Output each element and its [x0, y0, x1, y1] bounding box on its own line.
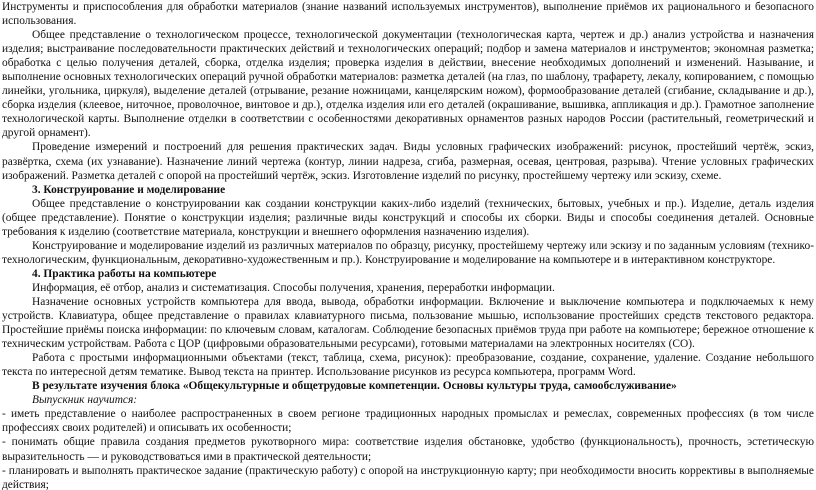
- paragraph-construction-modeling: Конструирование и моделирование изделий из различных материалов по образцу, рисунку, простейшему чертежу или эскизу и по заданным условиям (технико-технологическим, функциональным, декоративно-художественным и пр.). Конструирование и моделирование на компьютере и в интерактивном конструкторе.: [2, 239, 814, 266]
- paragraph-technological-process: Общее представление о технологическом процессе, технологической документации (технологическая карта, чертеж и др.) анализ устройства и назначения изделия; выстраивание последовательности практических действий и технологических операций; подбор и замена материалов и инструментов; экономная разметка; обработка с целью получения деталей, сборка, отделка изделия; проверка изделия в действии, внесение необходимых дополнений и изменений. Называние, и выполнение основных технологических операций ручной обработки материалов: разметка деталей (на глаз, по шаблону, трафарету, лекалу, копированием, с помощью линейки, угольника, циркуля), выделение деталей (отрывание, резание ножницами, канцелярским ножом), формообразование деталей (сгибание, складывание и др.), сборка изделия (клеевое, ниточное, проволочное, винтовое и др.), отделка изделия или его деталей (окрашивание, вышивка, аппликация и др.). Грамотное заполнение технологической карты. Выполнение отделки в соответствии с особенностями декоративных орнаментов разных народов России (растительный, геометрический и другой орнамент).: [2, 29, 814, 140]
- section-heading-results: В результате изучения блока «Общекультурные и общетрудовые компетенции. Основы культуры труда, самообслуживание»: [32, 380, 677, 393]
- paragraph-measurements: Проведение измерений и построений для решения практических задач. Виды условных графических изображений: рисунок, простейший чертёж, эскиз, развёртка, схема (их узнавание). Назначение линий чертежа (контур, линии надреза, сгиба, размерная, осевая, центровая, разрыва). Чтение условных графических изображений. Разметка деталей с опорой на простейший чертёж, эскиз. Изготовление изделий по рисунку, простейшему чертежу или эскизу, схеме.: [2, 141, 814, 182]
- paragraph-tools: Инструменты и приспособления для обработки материалов (знание названий используемых инструментов), выполнение приёмов их рационального и безопасного использования.: [2, 1, 814, 28]
- graduate-will-learn-label: Выпускник научится:: [32, 394, 138, 407]
- section-heading-construction: 3. Конструирование и моделирование: [32, 183, 226, 196]
- paragraph-construction-overview: Общее представление о конструировании как создании конструкции каких-либо изделий (технических, бытовых, учебных и пр.). Изделие, деталь изделия (общее представление). Понятие о конструкции изделия; различные виды конструкций и способы их сборки. Виды и способы соединения деталей. Основные требования к изделию (соответствие материала, конструкции и внешнего оформления назначению изделия).: [2, 197, 814, 238]
- section-heading-computer-practice: 4. Практика работы на компьютере: [32, 267, 217, 280]
- paragraph-information-objects: Работа с простыми информационными объектами (текст, таблица, схема, рисунок): преобразование, создание, сохранение, удаление. Создание небольшого текста по интересной детям тематике. Вывод текста на принтер. Использование рисунков из ресурса компьютера, программ Word.: [2, 352, 814, 379]
- outcome-item-rules: - понимать общие правила создания предметов рукотворного мира: соответствие изделия обстановке, удобство (функциональность), прочность, эстетическую выразительность — и руководствоваться ими в практической деятельности;: [2, 436, 814, 463]
- outcome-item-crafts: - иметь представление о наиболее распространенных в своем регионе традиционных народных промыслах и ремеслах, современных профессиях (в том числе профессиях своих родителей) и описывать их особенности;: [2, 408, 814, 435]
- paragraph-information: Информация, её отбор, анализ и систематизация. Способы получения, хранения, переработки информации.: [32, 281, 555, 294]
- paragraph-computer-devices: Назначение основных устройств компьютера для ввода, вывода, обработки информации. Включение и выключение компьютера и подключаемых к нему устройств. Клавиатура, общее представление о правилах клавиатурного письма, пользование мышью, использование простейших средств текстового редактора. Простейшие приёмы поиска информации: по ключевым словам, каталогам. Соблюдение безопасных приёмов труда при работе на компьютере; бережное отношение к техническим устройствам. Работа с ЦОР (цифровыми образовательными ресурсами), готовыми материалами на электронных носителях (СО).: [2, 295, 814, 351]
- outcome-item-planning: - планировать и выполнять практическое задание (практическую работу) с опорой на инструкционную карту; при необходимости вносить коррективы в выполняемые действия;: [2, 464, 814, 490]
